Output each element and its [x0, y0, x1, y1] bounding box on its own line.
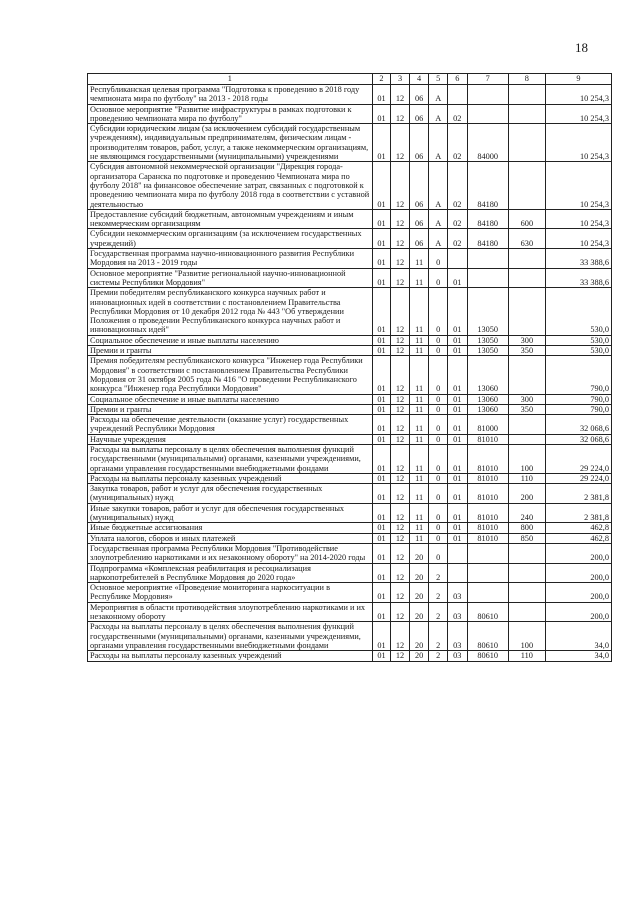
- subsection-code-cell: 11: [409, 444, 429, 473]
- program-code-cell: 0: [429, 473, 448, 483]
- program-code-cell: А: [429, 209, 448, 229]
- table-row: [88, 268, 612, 288]
- ministry-code-cell: 01: [372, 484, 391, 504]
- target-code-cell: [467, 268, 508, 288]
- expense-type-code-cell: 350: [508, 346, 545, 356]
- section-code-cell: 12: [391, 434, 410, 444]
- expense-type-code-cell: [508, 602, 545, 622]
- amount-cell: 790,0: [545, 404, 611, 414]
- table-row: [88, 249, 612, 269]
- amount-cell: 2 381,8: [545, 484, 611, 504]
- expense-name-cell: Премии и гранты: [88, 404, 373, 414]
- table-row: [88, 583, 612, 603]
- amount-cell: 530,0: [545, 346, 611, 356]
- ministry-code-cell: 01: [372, 523, 391, 533]
- program-code-cell: А: [429, 162, 448, 209]
- program-code-cell: 0: [429, 394, 448, 404]
- expense-type-code-cell: [508, 162, 545, 209]
- target-code-cell: 13060: [467, 394, 508, 404]
- header-cell: 7: [467, 74, 508, 85]
- table-row: [88, 533, 612, 543]
- budget-table: [87, 73, 612, 662]
- table-row: [88, 415, 612, 435]
- amount-cell: 2 381,8: [545, 503, 611, 523]
- table-row: [88, 563, 612, 583]
- section-code-cell: 12: [391, 85, 410, 105]
- expense-name-cell: Расходы на обеспечение деятельности (оказание услуг) государственных учреждений Республики Мордовия: [88, 415, 373, 435]
- target-code-cell: [467, 104, 508, 124]
- expense-type-code-cell: [508, 415, 545, 435]
- amount-cell: 10 254,3: [545, 124, 611, 162]
- expense-name-cell: Иные бюджетные ассигнования: [88, 523, 373, 533]
- target-code-cell: 81010: [467, 503, 508, 523]
- subsection-code-cell: 06: [409, 104, 429, 124]
- subsection-code-cell: 06: [409, 229, 429, 249]
- section-code-cell: 12: [391, 563, 410, 583]
- table-row: [88, 473, 612, 483]
- table-row: [88, 124, 612, 162]
- target-code-cell: 81010: [467, 484, 508, 504]
- expense-name-cell: Расходы на выплаты персоналу казенных учреждений: [88, 651, 373, 661]
- table-row: [88, 622, 612, 651]
- section-code-cell: 12: [391, 651, 410, 661]
- expense-name-cell: Предоставление субсидий бюджетным, автономным учреждениям и иным некоммерческим организациям: [88, 209, 373, 229]
- subsection-code-cell: 06: [409, 85, 429, 105]
- measure-code-cell: 02: [447, 229, 467, 249]
- ministry-code-cell: 01: [372, 249, 391, 269]
- expense-name-cell: Республиканская целевая программа "Подготовка к проведению в 2018 году чемпионата мира по футболу" на 2013 - 2018 годы: [88, 85, 373, 105]
- expense-type-code-cell: 850: [508, 533, 545, 543]
- expense-name-cell: Социальное обеспечение и иные выплаты населению: [88, 335, 373, 345]
- expense-name-cell: Субсидии некоммерческим организациям (за исключением государственных учреждений): [88, 229, 373, 249]
- program-code-cell: 0: [429, 268, 448, 288]
- table-row: [88, 394, 612, 404]
- ministry-code-cell: 01: [372, 434, 391, 444]
- section-code-cell: 12: [391, 249, 410, 269]
- amount-cell: 32 068,6: [545, 434, 611, 444]
- header-row: [88, 74, 612, 85]
- ministry-code-cell: 01: [372, 444, 391, 473]
- ministry-code-cell: 01: [372, 415, 391, 435]
- table-row: [88, 346, 612, 356]
- ministry-code-cell: 01: [372, 85, 391, 105]
- subsection-code-cell: 20: [409, 602, 429, 622]
- program-code-cell: 0: [429, 346, 448, 356]
- target-code-cell: 81000: [467, 415, 508, 435]
- measure-code-cell: 01: [447, 335, 467, 345]
- ministry-code-cell: 01: [372, 622, 391, 651]
- table-row: [88, 523, 612, 533]
- section-code-cell: 12: [391, 602, 410, 622]
- measure-code-cell: 01: [447, 533, 467, 543]
- table-row: [88, 229, 612, 249]
- expense-name-cell: Основное мероприятие «Проведение мониторинга наркоситуации в Республике Мордовия»: [88, 583, 373, 603]
- measure-code-cell: 02: [447, 104, 467, 124]
- target-code-cell: 13050: [467, 288, 508, 335]
- expense-name-cell: Расходы на выплаты персоналу в целях обеспечения выполнения функций государственными (муниципальными) органами, казенными учреждениями, органами управления государственными внебюджетными фондами: [88, 622, 373, 651]
- section-code-cell: 12: [391, 335, 410, 345]
- measure-code-cell: 03: [447, 622, 467, 651]
- subsection-code-cell: 11: [409, 288, 429, 335]
- expense-name-cell: Премия победителям республиканского конкурса "Инженер года Республики Мордовия" в соответствии с постановлением Правительства Республики Мордовия от 31 октября 2005 года № 416 "О проведении Республиканского конкурса "Инженер года Республики Мордовия": [88, 356, 373, 394]
- program-code-cell: 0: [429, 249, 448, 269]
- subsection-code-cell: 11: [409, 249, 429, 269]
- section-code-cell: 12: [391, 124, 410, 162]
- expense-type-code-cell: [508, 583, 545, 603]
- subsection-code-cell: 11: [409, 335, 429, 345]
- expense-type-code-cell: 100: [508, 444, 545, 473]
- section-code-cell: 12: [391, 394, 410, 404]
- table-row: [88, 85, 612, 105]
- target-code-cell: 13060: [467, 356, 508, 394]
- measure-code-cell: 01: [447, 404, 467, 414]
- ministry-code-cell: 01: [372, 356, 391, 394]
- target-code-cell: 84180: [467, 162, 508, 209]
- ministry-code-cell: 01: [372, 503, 391, 523]
- section-code-cell: 12: [391, 346, 410, 356]
- expense-type-code-cell: [508, 356, 545, 394]
- section-code-cell: 12: [391, 288, 410, 335]
- target-code-cell: 80610: [467, 622, 508, 651]
- table-row: [88, 434, 612, 444]
- measure-code-cell: 02: [447, 124, 467, 162]
- table-row: [88, 503, 612, 523]
- amount-cell: 34,0: [545, 622, 611, 651]
- target-code-cell: 84180: [467, 229, 508, 249]
- amount-cell: 29 224,0: [545, 444, 611, 473]
- section-code-cell: 12: [391, 523, 410, 533]
- program-code-cell: 0: [429, 543, 448, 563]
- amount-cell: 790,0: [545, 356, 611, 394]
- table-row: [88, 444, 612, 473]
- table-row: [88, 335, 612, 345]
- section-code-cell: 12: [391, 533, 410, 543]
- ministry-code-cell: 01: [372, 124, 391, 162]
- expense-name-cell: Субсидия автономной некоммерческой организации "Дирекция города-организатора Саранска по подготовке и проведению Чемпионата мира по футболу 2018" на финансовое обеспечение затрат, связанных с подготовкой к проведению чемпионата мира по футболу 2018 года в соответствии с уставной деятельностью: [88, 162, 373, 209]
- target-code-cell: 81010: [467, 444, 508, 473]
- subsection-code-cell: 11: [409, 415, 429, 435]
- ministry-code-cell: 01: [372, 288, 391, 335]
- subsection-code-cell: 11: [409, 503, 429, 523]
- program-code-cell: 0: [429, 523, 448, 533]
- expense-type-code-cell: 300: [508, 394, 545, 404]
- amount-cell: 530,0: [545, 335, 611, 345]
- program-code-cell: 0: [429, 404, 448, 414]
- measure-code-cell: [447, 563, 467, 583]
- expense-type-code-cell: [508, 563, 545, 583]
- expense-type-code-cell: [508, 434, 545, 444]
- ministry-code-cell: 01: [372, 394, 391, 404]
- header-cell: 4: [409, 74, 429, 85]
- measure-code-cell: 01: [447, 473, 467, 483]
- measure-code-cell: 01: [447, 434, 467, 444]
- measure-code-cell: 01: [447, 346, 467, 356]
- expense-name-cell: Научные учреждения: [88, 434, 373, 444]
- header-cell: 5: [429, 74, 448, 85]
- measure-code-cell: 02: [447, 209, 467, 229]
- table-row: [88, 288, 612, 335]
- subsection-code-cell: 11: [409, 434, 429, 444]
- target-code-cell: 13050: [467, 346, 508, 356]
- measure-code-cell: 03: [447, 602, 467, 622]
- ministry-code-cell: 01: [372, 209, 391, 229]
- target-code-cell: 80610: [467, 651, 508, 661]
- expense-type-code-cell: 110: [508, 473, 545, 483]
- program-code-cell: 0: [429, 444, 448, 473]
- table-row: [88, 209, 612, 229]
- expense-name-cell: Основное мероприятие "Развитие инфраструктуры в рамках подготовки к проведению чемпионата мира по футболу": [88, 104, 373, 124]
- subsection-code-cell: 11: [409, 404, 429, 414]
- program-code-cell: 2: [429, 583, 448, 603]
- section-code-cell: 12: [391, 622, 410, 651]
- expense-name-cell: Подпрограмма «Комплексная реабилитация и ресоциализация наркопотребителей в Республике Мордовия до 2020 года»: [88, 563, 373, 583]
- section-code-cell: 12: [391, 503, 410, 523]
- program-code-cell: 0: [429, 434, 448, 444]
- target-code-cell: 81010: [467, 523, 508, 533]
- section-code-cell: 12: [391, 209, 410, 229]
- amount-cell: 10 254,3: [545, 85, 611, 105]
- amount-cell: 462,8: [545, 523, 611, 533]
- measure-code-cell: 01: [447, 356, 467, 394]
- measure-code-cell: [447, 543, 467, 563]
- measure-code-cell: 01: [447, 288, 467, 335]
- measure-code-cell: 01: [447, 503, 467, 523]
- measure-code-cell: 01: [447, 415, 467, 435]
- program-code-cell: 0: [429, 356, 448, 394]
- amount-cell: 33 388,6: [545, 249, 611, 269]
- program-code-cell: 0: [429, 415, 448, 435]
- amount-cell: 10 254,3: [545, 104, 611, 124]
- ministry-code-cell: 01: [372, 335, 391, 345]
- subsection-code-cell: 11: [409, 473, 429, 483]
- ministry-code-cell: 01: [372, 229, 391, 249]
- header-cell: 3: [391, 74, 410, 85]
- expense-name-cell: Государственная программа Республики Мордовия "Противодействие злоупотреблению наркотиками и их незаконному обороту" на 2014-2020 годы: [88, 543, 373, 563]
- table-row: [88, 162, 612, 209]
- subsection-code-cell: 11: [409, 523, 429, 533]
- expense-type-code-cell: 100: [508, 622, 545, 651]
- expense-name-cell: Субсидии юридическим лицам (за исключением субсидий государственным учреждениям), индивидуальным предпринимателям, физическим лицам - производителям товаров, работ, услуг, а также некоммерческим организациям, не являющимся государственными (муниципальными) учреждениями: [88, 124, 373, 162]
- expense-type-code-cell: 350: [508, 404, 545, 414]
- amount-cell: 462,8: [545, 533, 611, 543]
- expense-type-code-cell: [508, 268, 545, 288]
- amount-cell: 200,0: [545, 563, 611, 583]
- expense-name-cell: Премии победителям республиканского конкурса научных работ и инновационных идей в соответствии с постановлением Правительства Республики Мордовия от 10 декабря 2012 года № 443 "Об утверждении Положения о проведении Республиканского конкурса научных работ и инновационных идей": [88, 288, 373, 335]
- amount-cell: 10 254,3: [545, 209, 611, 229]
- ministry-code-cell: 01: [372, 651, 391, 661]
- program-code-cell: 0: [429, 335, 448, 345]
- section-code-cell: 12: [391, 484, 410, 504]
- amount-cell: 34,0: [545, 651, 611, 661]
- ministry-code-cell: 01: [372, 583, 391, 603]
- amount-cell: 10 254,3: [545, 229, 611, 249]
- subsection-code-cell: 20: [409, 651, 429, 661]
- amount-cell: 530,0: [545, 288, 611, 335]
- amount-cell: 200,0: [545, 583, 611, 603]
- measure-code-cell: 01: [447, 268, 467, 288]
- section-code-cell: 12: [391, 404, 410, 414]
- subsection-code-cell: 11: [409, 484, 429, 504]
- ministry-code-cell: 01: [372, 543, 391, 563]
- expense-name-cell: Государственная программа научно-инновационного развития Республики Мордовия на 2013 - 2019 годы: [88, 249, 373, 269]
- ministry-code-cell: 01: [372, 533, 391, 543]
- measure-code-cell: 01: [447, 394, 467, 404]
- expense-type-code-cell: 240: [508, 503, 545, 523]
- table-row: [88, 404, 612, 414]
- measure-code-cell: 03: [447, 651, 467, 661]
- measure-code-cell: [447, 249, 467, 269]
- section-code-cell: 12: [391, 229, 410, 249]
- measure-code-cell: 02: [447, 162, 467, 209]
- table-row: [88, 104, 612, 124]
- page-number: 18: [575, 40, 588, 55]
- measure-code-cell: 03: [447, 583, 467, 603]
- section-code-cell: 12: [391, 356, 410, 394]
- subsection-code-cell: 20: [409, 583, 429, 603]
- program-code-cell: 0: [429, 484, 448, 504]
- expense-name-cell: Расходы на выплаты персоналу в целях обеспечения выполнения функций государственными (муниципальными) органами, казенными учреждениями, органами управления государственными внебюджетными фондами: [88, 444, 373, 473]
- measure-code-cell: 01: [447, 444, 467, 473]
- header-cell: 1: [88, 74, 373, 85]
- program-code-cell: А: [429, 229, 448, 249]
- ministry-code-cell: 01: [372, 268, 391, 288]
- expense-name-cell: Социальное обеспечение и иные выплаты населению: [88, 394, 373, 404]
- expense-type-code-cell: [508, 104, 545, 124]
- measure-code-cell: 01: [447, 523, 467, 533]
- subsection-code-cell: 11: [409, 268, 429, 288]
- amount-cell: 200,0: [545, 543, 611, 563]
- ministry-code-cell: 01: [372, 602, 391, 622]
- program-code-cell: А: [429, 124, 448, 162]
- target-code-cell: 81010: [467, 434, 508, 444]
- subsection-code-cell: 06: [409, 162, 429, 209]
- expense-type-code-cell: [508, 124, 545, 162]
- table-row: [88, 484, 612, 504]
- section-code-cell: 12: [391, 583, 410, 603]
- table-row: [88, 543, 612, 563]
- header-cell: 9: [545, 74, 611, 85]
- amount-cell: 29 224,0: [545, 473, 611, 483]
- section-code-cell: 12: [391, 415, 410, 435]
- header-cell: 8: [508, 74, 545, 85]
- expense-type-code-cell: 200: [508, 484, 545, 504]
- section-code-cell: 12: [391, 473, 410, 483]
- expense-name-cell: Иные закупки товаров, работ и услуг для обеспечения государственных (муниципальных) нужд: [88, 503, 373, 523]
- expense-type-code-cell: 110: [508, 651, 545, 661]
- table-row: [88, 356, 612, 394]
- target-code-cell: 80610: [467, 602, 508, 622]
- subsection-code-cell: 11: [409, 394, 429, 404]
- amount-cell: 790,0: [545, 394, 611, 404]
- expense-name-cell: Основное мероприятие "Развитие региональной научно-инновационной системы Республики Мордовия": [88, 268, 373, 288]
- ministry-code-cell: 01: [372, 346, 391, 356]
- expense-type-code-cell: 600: [508, 209, 545, 229]
- subsection-code-cell: 20: [409, 543, 429, 563]
- expense-type-code-cell: 300: [508, 335, 545, 345]
- program-code-cell: 0: [429, 533, 448, 543]
- target-code-cell: [467, 583, 508, 603]
- amount-cell: 32 068,6: [545, 415, 611, 435]
- expense-name-cell: Расходы на выплаты персоналу казенных учреждений: [88, 473, 373, 483]
- header-cell: 6: [447, 74, 467, 85]
- subsection-code-cell: 20: [409, 622, 429, 651]
- header-cell: 2: [372, 74, 391, 85]
- expense-type-code-cell: [508, 288, 545, 335]
- subsection-code-cell: 11: [409, 346, 429, 356]
- target-code-cell: [467, 543, 508, 563]
- amount-cell: 200,0: [545, 602, 611, 622]
- expense-name-cell: Закупка товаров, работ и услуг для обеспечения государственных (муниципальных) нужд: [88, 484, 373, 504]
- expense-name-cell: Премии и гранты: [88, 346, 373, 356]
- expense-type-code-cell: [508, 249, 545, 269]
- ministry-code-cell: 01: [372, 104, 391, 124]
- program-code-cell: 2: [429, 622, 448, 651]
- program-code-cell: А: [429, 104, 448, 124]
- expense-type-code-cell: [508, 543, 545, 563]
- target-code-cell: 84000: [467, 124, 508, 162]
- expense-type-code-cell: 800: [508, 523, 545, 533]
- amount-cell: 33 388,6: [545, 268, 611, 288]
- expense-name-cell: Уплата налогов, сборов и иных платежей: [88, 533, 373, 543]
- subsection-code-cell: 20: [409, 563, 429, 583]
- subsection-code-cell: 06: [409, 209, 429, 229]
- target-code-cell: [467, 85, 508, 105]
- program-code-cell: 0: [429, 288, 448, 335]
- ministry-code-cell: 01: [372, 162, 391, 209]
- ministry-code-cell: 01: [372, 473, 391, 483]
- target-code-cell: 81010: [467, 473, 508, 483]
- subsection-code-cell: 11: [409, 533, 429, 543]
- table-row: [88, 602, 612, 622]
- subsection-code-cell: 06: [409, 124, 429, 162]
- target-code-cell: 13060: [467, 404, 508, 414]
- target-code-cell: 84180: [467, 209, 508, 229]
- target-code-cell: [467, 249, 508, 269]
- program-code-cell: А: [429, 85, 448, 105]
- expense-type-code-cell: 630: [508, 229, 545, 249]
- section-code-cell: 12: [391, 268, 410, 288]
- program-code-cell: 2: [429, 602, 448, 622]
- expense-type-code-cell: [508, 85, 545, 105]
- measure-code-cell: [447, 85, 467, 105]
- section-code-cell: 12: [391, 162, 410, 209]
- target-code-cell: 81010: [467, 533, 508, 543]
- target-code-cell: 13050: [467, 335, 508, 345]
- program-code-cell: 2: [429, 563, 448, 583]
- table-row: [88, 651, 612, 661]
- measure-code-cell: 01: [447, 484, 467, 504]
- amount-cell: 10 254,3: [545, 162, 611, 209]
- program-code-cell: 2: [429, 651, 448, 661]
- expense-name-cell: Мероприятия в области противодействия злоупотреблению наркотиками и их незаконному обороту: [88, 602, 373, 622]
- target-code-cell: [467, 563, 508, 583]
- program-code-cell: 0: [429, 503, 448, 523]
- section-code-cell: 12: [391, 104, 410, 124]
- ministry-code-cell: 01: [372, 563, 391, 583]
- ministry-code-cell: 01: [372, 404, 391, 414]
- subsection-code-cell: 11: [409, 356, 429, 394]
- section-code-cell: 12: [391, 444, 410, 473]
- section-code-cell: 12: [391, 543, 410, 563]
